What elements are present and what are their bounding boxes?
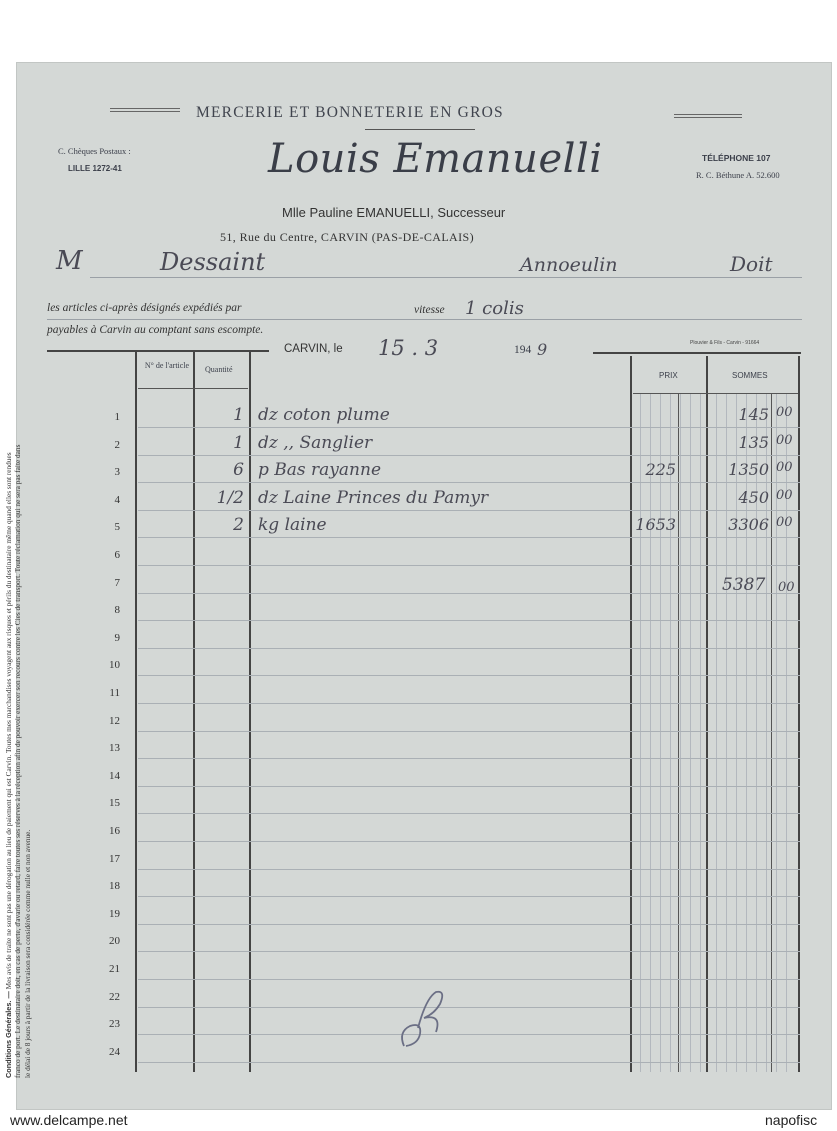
item-description: dz ,, Sanglier	[258, 433, 373, 453]
row-number: 17	[109, 853, 120, 865]
watermark-right: napofisc	[765, 1112, 818, 1128]
row-rule	[138, 565, 800, 566]
row-rule	[138, 1034, 800, 1035]
header-rule-right	[633, 393, 798, 394]
total-amount: 5387	[722, 575, 766, 595]
money-subcolumn	[680, 393, 681, 1072]
item-quantity: 2	[233, 515, 244, 535]
shipping-line-1: les articles ci-après désignés expédiés par	[47, 302, 242, 314]
row-number: 1	[114, 411, 120, 423]
col-article-header: N° de l'article	[144, 361, 190, 370]
row-rule	[138, 951, 800, 952]
money-subcolumn	[660, 393, 661, 1072]
row-number: 6	[114, 549, 120, 561]
year-prefix: 194	[514, 344, 532, 356]
addressee-prefix: M	[56, 246, 83, 276]
row-rule	[138, 869, 800, 870]
addressee-name: Dessaint	[160, 248, 266, 276]
vitesse-value: 1 colis	[465, 298, 524, 319]
item-sum: 145	[738, 405, 769, 424]
row-rule	[138, 1062, 800, 1063]
item-sum-cents: 00	[776, 405, 793, 420]
prix-cents-divider	[678, 393, 679, 1072]
item-sum-cents: 00	[776, 515, 793, 530]
banner-rule-left	[110, 108, 180, 109]
row-number: 19	[109, 908, 120, 920]
telephone: TÉLÉPHONE 107	[702, 153, 771, 163]
row-number: 13	[109, 742, 120, 754]
addressee-rule	[90, 277, 802, 278]
header-rule-left	[138, 388, 248, 389]
doit-label: Doit	[730, 252, 773, 276]
item-description: dz coton plume	[258, 405, 390, 425]
row-rule	[138, 482, 800, 483]
col-divider-right	[798, 356, 800, 1072]
row-rule	[138, 731, 800, 732]
conditions-text: Mes avis de traite ne sont pas une dérogation au lieu de paiement qui est Carvin. Toutes mes marchandises voyagent aux risques et périls du destinataire même quand elles sont rendues franco de port. Le destinataire doit, en cas de perte, d'avarie ou retard, faire toutes ses réserves à la réception afin de pouvoir exercer son recours contre les Cies de transport. Toute réclamation qui ne sera pas faite dans le délai de 8 jours à partir de la livraison sera considérée comme nulle et non avenue.	[4, 444, 32, 1078]
successor-line: Mlle Pauline EMANUELLI, Successeur	[282, 205, 506, 220]
item-sum: 1350	[728, 460, 769, 479]
money-subcolumn	[690, 393, 691, 1072]
item-quantity: 1	[233, 433, 244, 453]
shipping-line-2: payables à Carvin au comptant sans escompte.	[47, 324, 264, 336]
row-rule	[138, 813, 800, 814]
item-quantity: 1	[233, 405, 244, 425]
row-rule	[138, 675, 800, 676]
printer-mark: Plouvier & Fils - Carvin - 91664	[690, 340, 760, 346]
row-rule	[138, 924, 800, 925]
row-rule	[138, 979, 800, 980]
money-subcolumn	[640, 393, 641, 1072]
rc-number: R. C. Béthune A. 52.600	[696, 170, 780, 180]
row-rule	[138, 427, 800, 428]
date-rule-right	[593, 352, 801, 354]
row-rule	[138, 786, 800, 787]
row-number: 24	[109, 1046, 120, 1058]
total-cents: 00	[778, 580, 795, 595]
conditions-block	[4, 438, 52, 1078]
col-divider-article	[193, 352, 195, 1072]
banner-rule-right-2	[674, 117, 742, 118]
row-number: 8	[114, 604, 120, 616]
col-sommes-header: SOMMES	[732, 371, 768, 380]
col-divider-left	[135, 352, 137, 1072]
row-rule	[138, 896, 800, 897]
company-address: 51, Rue du Centre, CARVIN (PAS-DE-CALAIS)	[220, 230, 474, 244]
row-number: 3	[114, 466, 120, 478]
date-rule-left	[47, 350, 269, 352]
cheques-value: LILLE 1272-41	[68, 164, 122, 173]
col-divider-sommes-left	[706, 356, 708, 1072]
date-day-month: 15 . 3	[378, 336, 439, 360]
banner-underline	[365, 129, 475, 130]
row-number: 10	[109, 659, 120, 671]
shipping-rule-1	[47, 319, 802, 320]
money-subcolumn	[700, 393, 701, 1072]
col-divider-quantite	[249, 352, 251, 1072]
item-price: 225	[645, 460, 676, 479]
item-description: dz Laine Princes du Pamyr	[258, 488, 489, 508]
row-number: 7	[114, 577, 120, 589]
row-number: 22	[109, 991, 120, 1003]
row-number: 23	[109, 1018, 120, 1030]
row-number: 21	[109, 963, 120, 975]
row-rule	[138, 648, 800, 649]
item-sum: 450	[738, 488, 769, 507]
row-number: 18	[109, 880, 120, 892]
watermark-left: www.delcampe.net	[10, 1112, 128, 1128]
company-logo: Louis Emanuelli	[268, 136, 603, 182]
row-rule	[138, 455, 800, 456]
conditions-title: Conditions Générales. —	[4, 991, 13, 1078]
row-rule	[138, 593, 800, 594]
row-number: 14	[109, 770, 120, 782]
row-number: 20	[109, 935, 120, 947]
item-sum-cents: 00	[776, 433, 793, 448]
addressee-town: Annoeulin	[520, 254, 618, 276]
row-number: 9	[114, 632, 120, 644]
banner-rule-right	[674, 114, 742, 115]
item-sum-cents: 00	[776, 460, 793, 475]
item-description: p Bas rayanne	[258, 460, 382, 480]
item-sum: 3306	[728, 515, 769, 534]
col-prix-header: PRIX	[659, 371, 678, 380]
sommes-cents-divider	[771, 393, 772, 1072]
col-quantite-header: Quantité	[205, 365, 233, 374]
row-rule	[138, 510, 800, 511]
banner-title: MERCERIE ET BONNETERIE EN GROS	[196, 104, 504, 121]
item-price: 1653	[635, 515, 676, 534]
cheques-label: C. Chèques Postaux :	[58, 146, 131, 156]
item-quantity: 1/2	[216, 488, 244, 508]
item-sum-cents: 00	[776, 488, 793, 503]
item-quantity: 6	[233, 460, 244, 480]
row-number: 11	[109, 687, 120, 699]
row-number: 16	[109, 825, 120, 837]
bp-stamp	[396, 988, 450, 1050]
banner-rule-left-2	[110, 111, 180, 112]
row-rule	[138, 620, 800, 621]
row-number: 15	[109, 797, 120, 809]
row-rule	[138, 1007, 800, 1008]
row-rule	[138, 758, 800, 759]
row-number: 2	[114, 439, 120, 451]
item-sum: 135	[738, 433, 769, 452]
row-number: 4	[114, 494, 120, 506]
vitesse-label: vitesse	[414, 304, 445, 316]
year-suffix: 9	[537, 340, 548, 359]
row-number: 12	[109, 715, 120, 727]
row-rule	[138, 703, 800, 704]
row-rule	[138, 537, 800, 538]
item-description: kg laine	[258, 515, 327, 535]
place-date-prefix: CARVIN, le	[284, 343, 343, 355]
row-number: 5	[114, 521, 120, 533]
row-rule	[138, 841, 800, 842]
money-subcolumn	[650, 393, 651, 1072]
money-subcolumn	[670, 393, 671, 1072]
